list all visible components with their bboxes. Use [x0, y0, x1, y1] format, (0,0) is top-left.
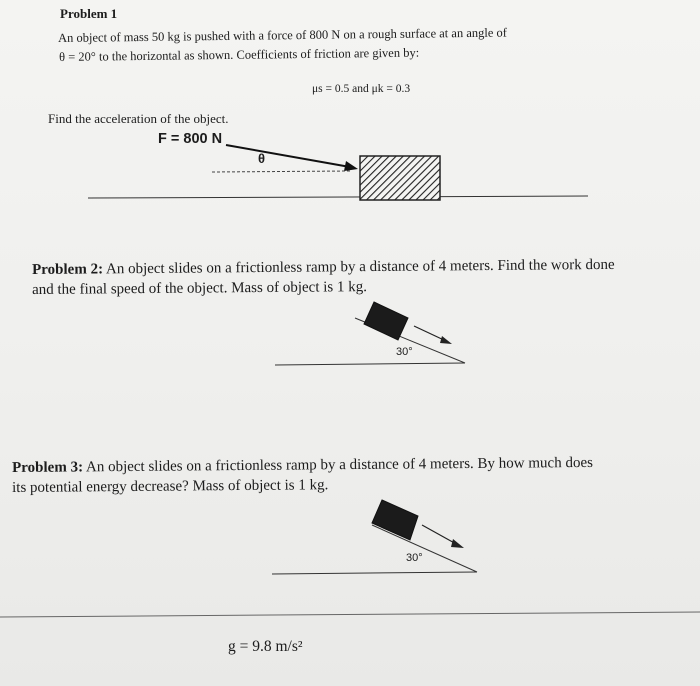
ramp3-base	[272, 572, 477, 574]
ramp2-arrowhead	[440, 336, 452, 344]
problem1-title: Problem 1	[60, 6, 118, 21]
problem1-question: Find the acceleration of the object.	[48, 111, 229, 126]
force-label: F = 800 N	[158, 131, 223, 147]
force-arrow-shaft	[226, 145, 350, 167]
theta-label: θ	[258, 151, 266, 166]
bottom-rule	[0, 612, 700, 617]
problem3-label: Problem 3:	[12, 459, 84, 476]
gravity-constant: g = 9.8 m/s²	[228, 638, 303, 655]
problem2-text-line2: and the final speed of the object. Mass of object is 1 kg.	[32, 279, 368, 298]
problem3-text-line1-body: An object slides on a frictionless ramp by a distance of 4 meters. By how much does	[82, 454, 593, 476]
problem2-text-line1-body: An object slides on a frictionless ramp by a distance of 4 meters. Find the work done	[102, 256, 615, 278]
ground-line	[88, 196, 588, 198]
friction-coefficients: μs = 0.5 and μk = 0.3	[312, 83, 411, 95]
problem3-angle-label: 30°	[406, 552, 423, 564]
problem2-label: Problem 2:	[32, 261, 104, 278]
force-arrowhead	[344, 161, 358, 171]
problem2-angle-label: 30°	[396, 346, 413, 358]
ramp2-arrow-shaft	[414, 326, 446, 341]
ramp3-arrowhead	[451, 539, 464, 548]
ramp2-block	[364, 302, 408, 340]
ramp3-block	[372, 500, 418, 540]
hatched-block	[360, 156, 440, 200]
horizontal-reference-dashed	[212, 171, 350, 172]
problem3-text-line2: its potential energy decrease? Mass of object is 1 kg.	[12, 477, 329, 496]
ramp2-base	[275, 363, 465, 365]
problem1-text-line1: An object of mass 50 kg is pushed with a force of 800 N on a rough surface at an angle of	[58, 25, 507, 45]
ramp3-incline	[372, 525, 477, 572]
problem1-text-line2: θ = 20° to the horizontal as shown. Coefficients of friction are given by:	[59, 45, 420, 64]
